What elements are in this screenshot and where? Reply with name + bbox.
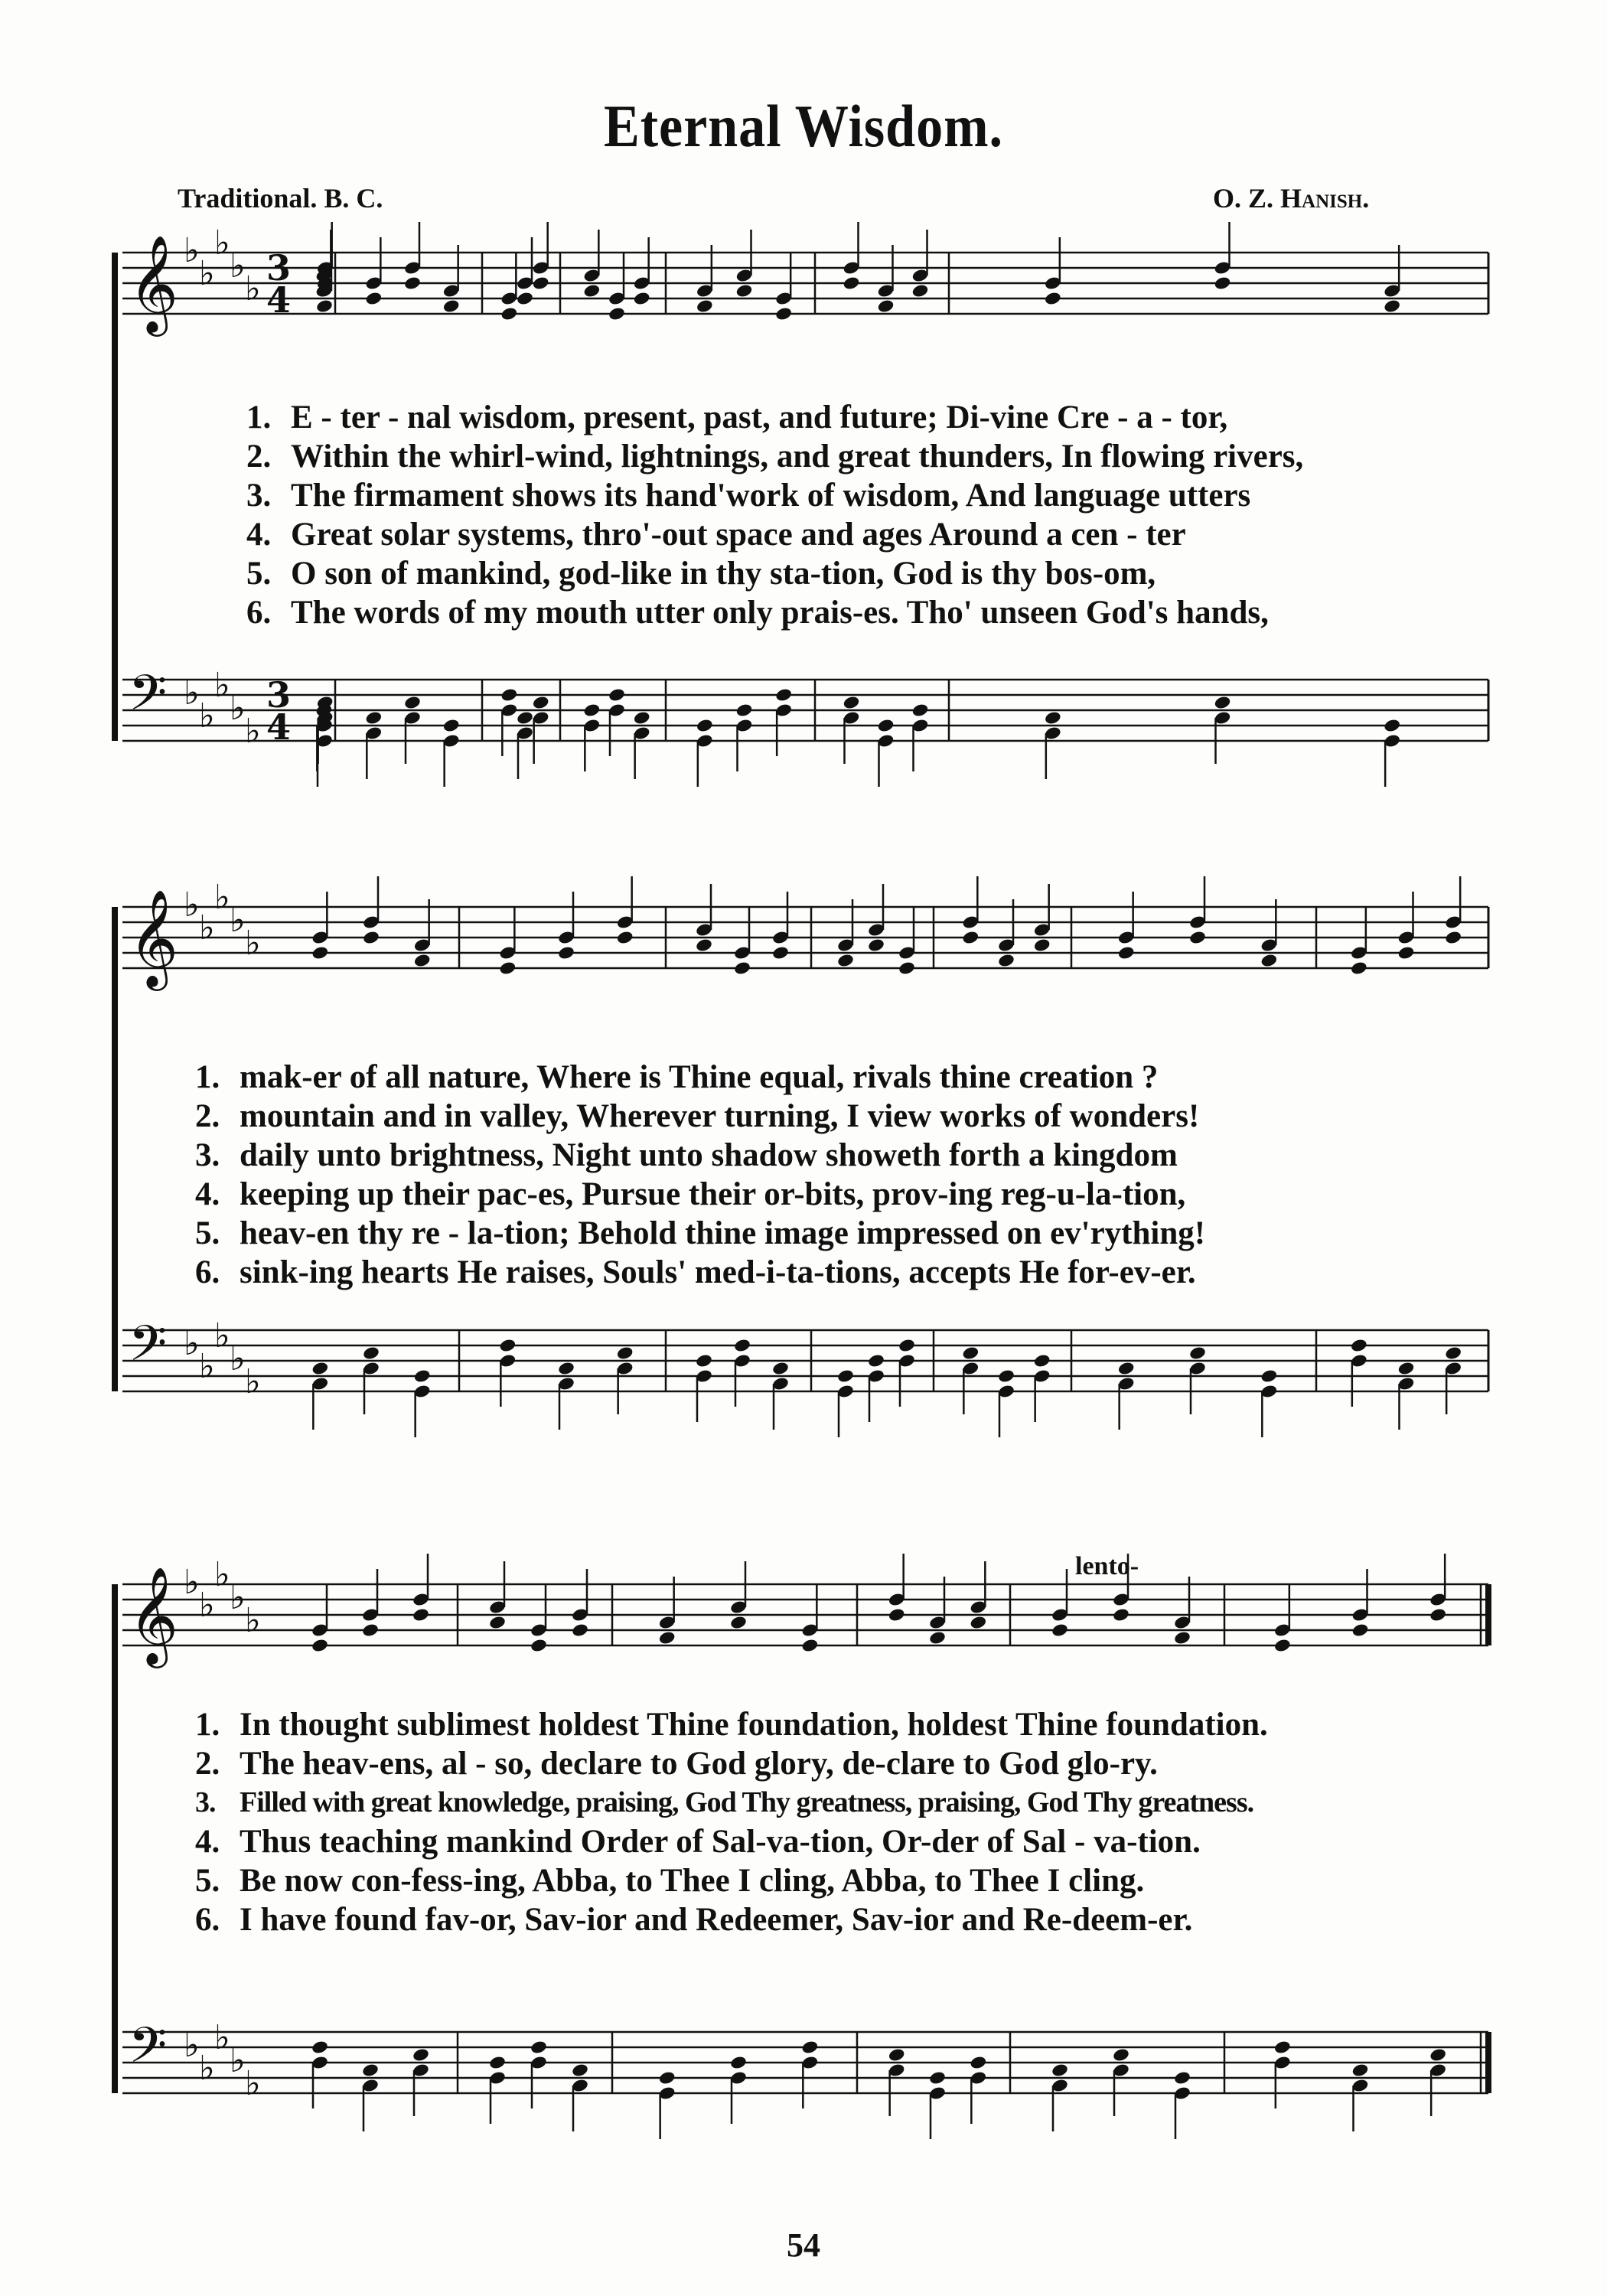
system-bracket (112, 253, 118, 741)
verse-number: 2. (246, 439, 272, 475)
flat-icon: ♭ (245, 1601, 261, 1640)
treble-clef-icon: 𝄞 (129, 234, 179, 332)
hymn-title: Eternal Wisdom. (604, 93, 1003, 159)
verse-number: 4. (246, 517, 272, 553)
words-credit: Traditional. B. C. (178, 183, 383, 214)
bass-clef-icon: 𝄢 (129, 665, 168, 734)
flat-icon: ♭ (230, 901, 246, 940)
flat-icon: ♭ (184, 1563, 200, 1602)
treble-clef-icon: 𝄞 (129, 1566, 179, 1664)
lyric-text: Within the whirl-wind, lightnings, and great thunders, In flowing rivers, (291, 439, 1304, 475)
verse-number: 1. (195, 1707, 220, 1743)
lyric-text: Filled with great knowledge, praising, God Thy greatness, praising, God Thy greatness. (240, 1786, 1254, 1818)
verse-number: 4. (195, 1824, 220, 1860)
verse-number: 3. (195, 1786, 216, 1818)
flat-icon: ♭ (199, 254, 215, 293)
verse-number: 6. (195, 1902, 220, 1938)
verse-number: 5. (246, 556, 272, 592)
lyric-text: mountain and in valley, Wherever turning, I view works of wonders! (240, 1098, 1200, 1134)
flat-icon: ♭ (184, 885, 200, 925)
verse-number: 6. (246, 595, 272, 631)
system-bracket (112, 1584, 118, 2093)
flat-icon: ♭ (184, 1324, 200, 1363)
verse-number: 5. (195, 1215, 220, 1251)
time-signature-top: 3 (266, 247, 292, 289)
flat-icon: ♭ (214, 1555, 230, 1594)
flat-icon: ♭ (230, 1578, 246, 1617)
lyric-text: I have found fav-or, Sav-ior and Redeemer, Sav-ior and Re-deem-er. (240, 1902, 1193, 1938)
lyric-text: heav-en thy re - la-tion; Behold thine image impressed on ev'rything! (240, 1215, 1206, 1251)
flat-icon: ♭ (199, 1347, 215, 1386)
lyric-text: E - ter - nal wisdom, present, past, and future; Di-vine Cre - a - tor, (291, 400, 1228, 435)
flat-icon: ♭ (230, 689, 246, 728)
lyric-text: sink-ing hearts He raises, Souls' med-i-ta-tions, accepts He for-ev-er. (240, 1254, 1196, 1290)
time-signature-bottom: 4 (266, 279, 292, 321)
flat-icon: ♭ (245, 712, 261, 751)
lyric-text: The heav-ens, al - so, declare to God glory, de-clare to God glo-ry. (240, 1746, 1158, 1782)
flat-icon: ♭ (230, 2041, 246, 2080)
flat-icon: ♭ (214, 666, 230, 705)
lyric-text: The firmament shows its hand'work of wisdom, And language utters (291, 478, 1251, 514)
flat-icon: ♭ (245, 1362, 261, 1401)
flat-icon: ♭ (245, 2064, 261, 2103)
flat-icon: ♭ (214, 878, 230, 917)
flat-icon: ♭ (184, 2026, 200, 2065)
flat-icon: ♭ (245, 269, 261, 308)
treble-clef-icon: 𝄞 (129, 889, 179, 987)
flat-icon: ♭ (245, 924, 261, 963)
bass-clef-icon: 𝄢 (129, 1316, 168, 1384)
verse-number: 3. (246, 478, 272, 514)
flat-icon: ♭ (199, 2049, 215, 2088)
page-number: 54 (787, 2226, 820, 2264)
lyric-text: In thought sublimest holdest Thine foundation, holdest Thine foundation. (240, 1707, 1268, 1743)
verse-number: 4. (195, 1176, 220, 1212)
lyric-text: keeping up their pac-es, Pursue their or-bits, prov-ing reg-u-la-tion, (240, 1176, 1186, 1212)
flat-icon: ♭ (199, 1586, 215, 1625)
bass-clef-icon: 𝄢 (129, 2017, 168, 2086)
time-signature-bottom: 4 (266, 706, 292, 748)
flat-icon: ♭ (230, 246, 246, 285)
flat-icon: ♭ (230, 1339, 246, 1378)
verse-number: 3. (195, 1137, 220, 1173)
verse-number: 1. (246, 400, 272, 435)
verse-number: 6. (195, 1254, 220, 1290)
lyric-text: mak-er of all nature, Where is Thine equal, rivals thine creation ? (240, 1059, 1159, 1095)
lyric-text: Great solar systems, thro'-out space and ages Around a cen - ter (291, 517, 1186, 553)
tempo-marking: lento- (1075, 1552, 1139, 1580)
verse-number: 2. (195, 1098, 220, 1134)
flat-icon: ♭ (199, 696, 215, 735)
flat-icon: ♭ (214, 2018, 230, 2057)
music-credit: O. Z. Hanish. (1213, 183, 1370, 214)
lyric-text: daily unto brightness, Night unto shadow showeth forth a kingdom (240, 1137, 1178, 1173)
lyric-text: O son of mankind, god-like in thy sta-tion, God is thy bos-om, (291, 556, 1156, 592)
verse-number: 5. (195, 1863, 220, 1899)
system-bracket (112, 907, 118, 1391)
flat-icon: ♭ (184, 231, 200, 270)
verse-number: 1. (195, 1059, 220, 1095)
flat-icon: ♭ (184, 673, 200, 713)
verse-number: 2. (195, 1746, 220, 1782)
lyric-text: Thus teaching mankind Order of Sal-va-tion, Or-der of Sal - va-tion. (240, 1824, 1201, 1860)
time-signature-top: 3 (266, 674, 292, 716)
flat-icon: ♭ (214, 223, 230, 263)
flat-icon: ♭ (199, 908, 215, 947)
lyric-text: Be now con-fess-ing, Abba, to Thee I cling, Abba, to Thee I cling. (240, 1863, 1145, 1899)
lyric-text: The words of my mouth utter only prais-es. Tho' unseen God's hands, (291, 595, 1269, 631)
flat-icon: ♭ (214, 1316, 230, 1355)
